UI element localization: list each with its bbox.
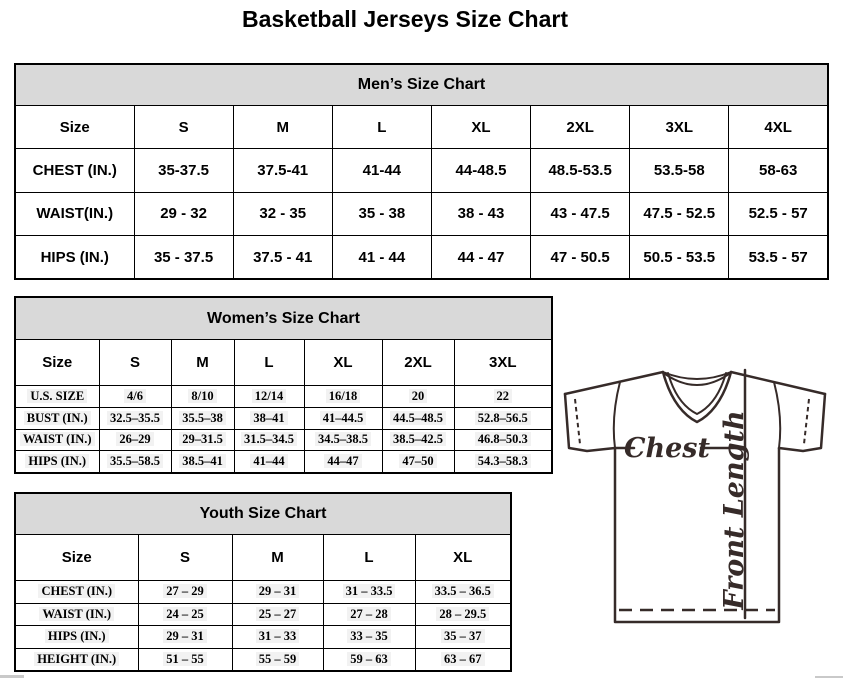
size-value-cell: 41-44 (332, 149, 431, 193)
size-value-cell: 41 - 44 (332, 236, 431, 280)
size-value-cell: 27 – 29 (138, 581, 232, 604)
size-value-cell: 16/18 (304, 386, 382, 408)
size-column-header: 2XL (382, 340, 454, 386)
jersey-measurement-diagram (558, 362, 828, 624)
size-column-header: L (332, 106, 431, 149)
size-corner-label: Size (15, 535, 138, 581)
mens-size-table (14, 63, 829, 280)
size-column-header: M (233, 106, 332, 149)
table-row (15, 626, 511, 649)
size-value-cell: 46.8–50.3 (454, 429, 552, 451)
size-value-cell: 20 (382, 386, 454, 408)
table-title-row (15, 493, 511, 535)
size-value-cell: 29–31.5 (171, 429, 234, 451)
table-title-row (15, 297, 552, 340)
size-value-cell: 41–44 (234, 451, 304, 473)
size-value-cell: 44.5–48.5 (382, 407, 454, 429)
table-title: Youth Size Chart (15, 493, 511, 535)
front-length-label: Front Length (719, 410, 750, 610)
size-value-cell: 27 – 28 (323, 603, 415, 626)
table-row (15, 192, 828, 236)
size-value-cell: 22 (454, 386, 552, 408)
size-column-header: L (234, 340, 304, 386)
size-value-cell: 52.5 - 57 (729, 192, 828, 236)
size-value-cell: 43 - 47.5 (531, 192, 630, 236)
table-row (15, 386, 552, 408)
row-label: HIPS (IN.) (15, 626, 138, 649)
column-header-row (15, 340, 552, 386)
size-value-cell: 12/14 (234, 386, 304, 408)
size-value-cell: 33 – 35 (323, 626, 415, 649)
size-value-cell: 31 – 33.5 (323, 581, 415, 604)
table-row (15, 429, 552, 451)
size-value-cell: 44–47 (304, 451, 382, 473)
size-value-cell: 28 – 29.5 (415, 603, 511, 626)
row-label: U.S. SIZE (15, 386, 99, 408)
size-value-cell: 35.5–38 (171, 407, 234, 429)
size-column-header: M (171, 340, 234, 386)
size-value-cell: 35.5–58.5 (99, 451, 171, 473)
size-value-cell: 47 - 50.5 (531, 236, 630, 280)
size-value-cell: 31.5–34.5 (234, 429, 304, 451)
size-value-cell: 52.8–56.5 (454, 407, 552, 429)
size-value-cell: 33.5 – 36.5 (415, 581, 511, 604)
size-value-cell: 50.5 - 53.5 (630, 236, 729, 280)
size-value-cell: 25 – 27 (232, 603, 323, 626)
row-label: CHEST (IN.) (15, 581, 138, 604)
size-value-cell: 4/6 (99, 386, 171, 408)
row-label: HEIGHT (IN.) (15, 648, 138, 671)
size-corner-label: Size (15, 106, 134, 149)
size-value-cell: 44 - 47 (431, 236, 530, 280)
size-value-cell: 54.3–58.3 (454, 451, 552, 473)
size-value-cell: 37.5 - 41 (233, 236, 332, 280)
size-column-header: 3XL (630, 106, 729, 149)
size-value-cell: 8/10 (171, 386, 234, 408)
size-value-cell: 38.5–42.5 (382, 429, 454, 451)
table-row (15, 451, 552, 473)
size-column-header: M (232, 535, 323, 581)
size-value-cell: 32 - 35 (233, 192, 332, 236)
table-row (15, 236, 828, 280)
size-value-cell: 31 – 33 (232, 626, 323, 649)
size-column-header: XL (415, 535, 511, 581)
size-column-header: L (323, 535, 415, 581)
size-value-cell: 53.5-58 (630, 149, 729, 193)
size-value-cell: 29 – 31 (138, 626, 232, 649)
row-label: BUST (IN.) (15, 407, 99, 429)
youth-size-table (14, 492, 512, 672)
size-value-cell: 32.5–35.5 (99, 407, 171, 429)
size-value-cell: 59 – 63 (323, 648, 415, 671)
table-row (15, 149, 828, 193)
table-row (15, 603, 511, 626)
size-column-header: XL (304, 340, 382, 386)
table-title: Women’s Size Chart (15, 297, 552, 340)
size-value-cell: 55 – 59 (232, 648, 323, 671)
horizontal-scrollbar-thumb-left[interactable] (0, 675, 24, 678)
page-title: Basketball Jerseys Size Chart (241, 6, 568, 32)
size-value-cell: 35 - 38 (332, 192, 431, 236)
row-label: WAIST(IN.) (15, 192, 134, 236)
size-value-cell: 35-37.5 (134, 149, 233, 193)
chest-label: Chest (624, 433, 710, 464)
size-value-cell: 44-48.5 (431, 149, 530, 193)
size-column-header: 2XL (531, 106, 630, 149)
size-value-cell: 47–50 (382, 451, 454, 473)
womens-size-table (14, 296, 553, 474)
size-column-header: S (138, 535, 232, 581)
size-column-header: 3XL (454, 340, 552, 386)
row-label: WAIST (IN.) (15, 603, 138, 626)
size-value-cell: 35 - 37.5 (134, 236, 233, 280)
row-label: CHEST (IN.) (15, 149, 134, 193)
table-title: Men’s Size Chart (15, 64, 828, 106)
size-value-cell: 38 - 43 (431, 192, 530, 236)
size-value-cell: 58-63 (729, 149, 828, 193)
size-value-cell: 48.5-53.5 (531, 149, 630, 193)
size-column-header: S (134, 106, 233, 149)
size-value-cell: 29 – 31 (232, 581, 323, 604)
row-label: HIPS (IN.) (15, 451, 99, 473)
table-title-row (15, 64, 828, 106)
column-header-row (15, 106, 828, 149)
size-value-cell: 35 – 37 (415, 626, 511, 649)
size-value-cell: 47.5 - 52.5 (630, 192, 729, 236)
jersey-outline (565, 372, 825, 622)
size-corner-label: Size (15, 340, 99, 386)
size-value-cell: 53.5 - 57 (729, 236, 828, 280)
size-value-cell: 37.5-41 (233, 149, 332, 193)
horizontal-scrollbar-thumb-right[interactable] (815, 676, 843, 678)
row-label: HIPS (IN.) (15, 236, 134, 280)
column-header-row (15, 535, 511, 581)
size-value-cell: 63 – 67 (415, 648, 511, 671)
size-value-cell: 41–44.5 (304, 407, 382, 429)
size-value-cell: 38–41 (234, 407, 304, 429)
row-label: WAIST (IN.) (15, 429, 99, 451)
size-value-cell: 34.5–38.5 (304, 429, 382, 451)
size-value-cell: 38.5–41 (171, 451, 234, 473)
table-row (15, 648, 511, 671)
size-column-header: S (99, 340, 171, 386)
jersey-dashed-seams (575, 399, 809, 610)
size-column-header: XL (431, 106, 530, 149)
size-value-cell: 51 – 55 (138, 648, 232, 671)
size-value-cell: 24 – 25 (138, 603, 232, 626)
size-value-cell: 26–29 (99, 429, 171, 451)
table-row (15, 581, 511, 604)
size-value-cell: 29 - 32 (134, 192, 233, 236)
table-row (15, 407, 552, 429)
size-column-header: 4XL (729, 106, 828, 149)
